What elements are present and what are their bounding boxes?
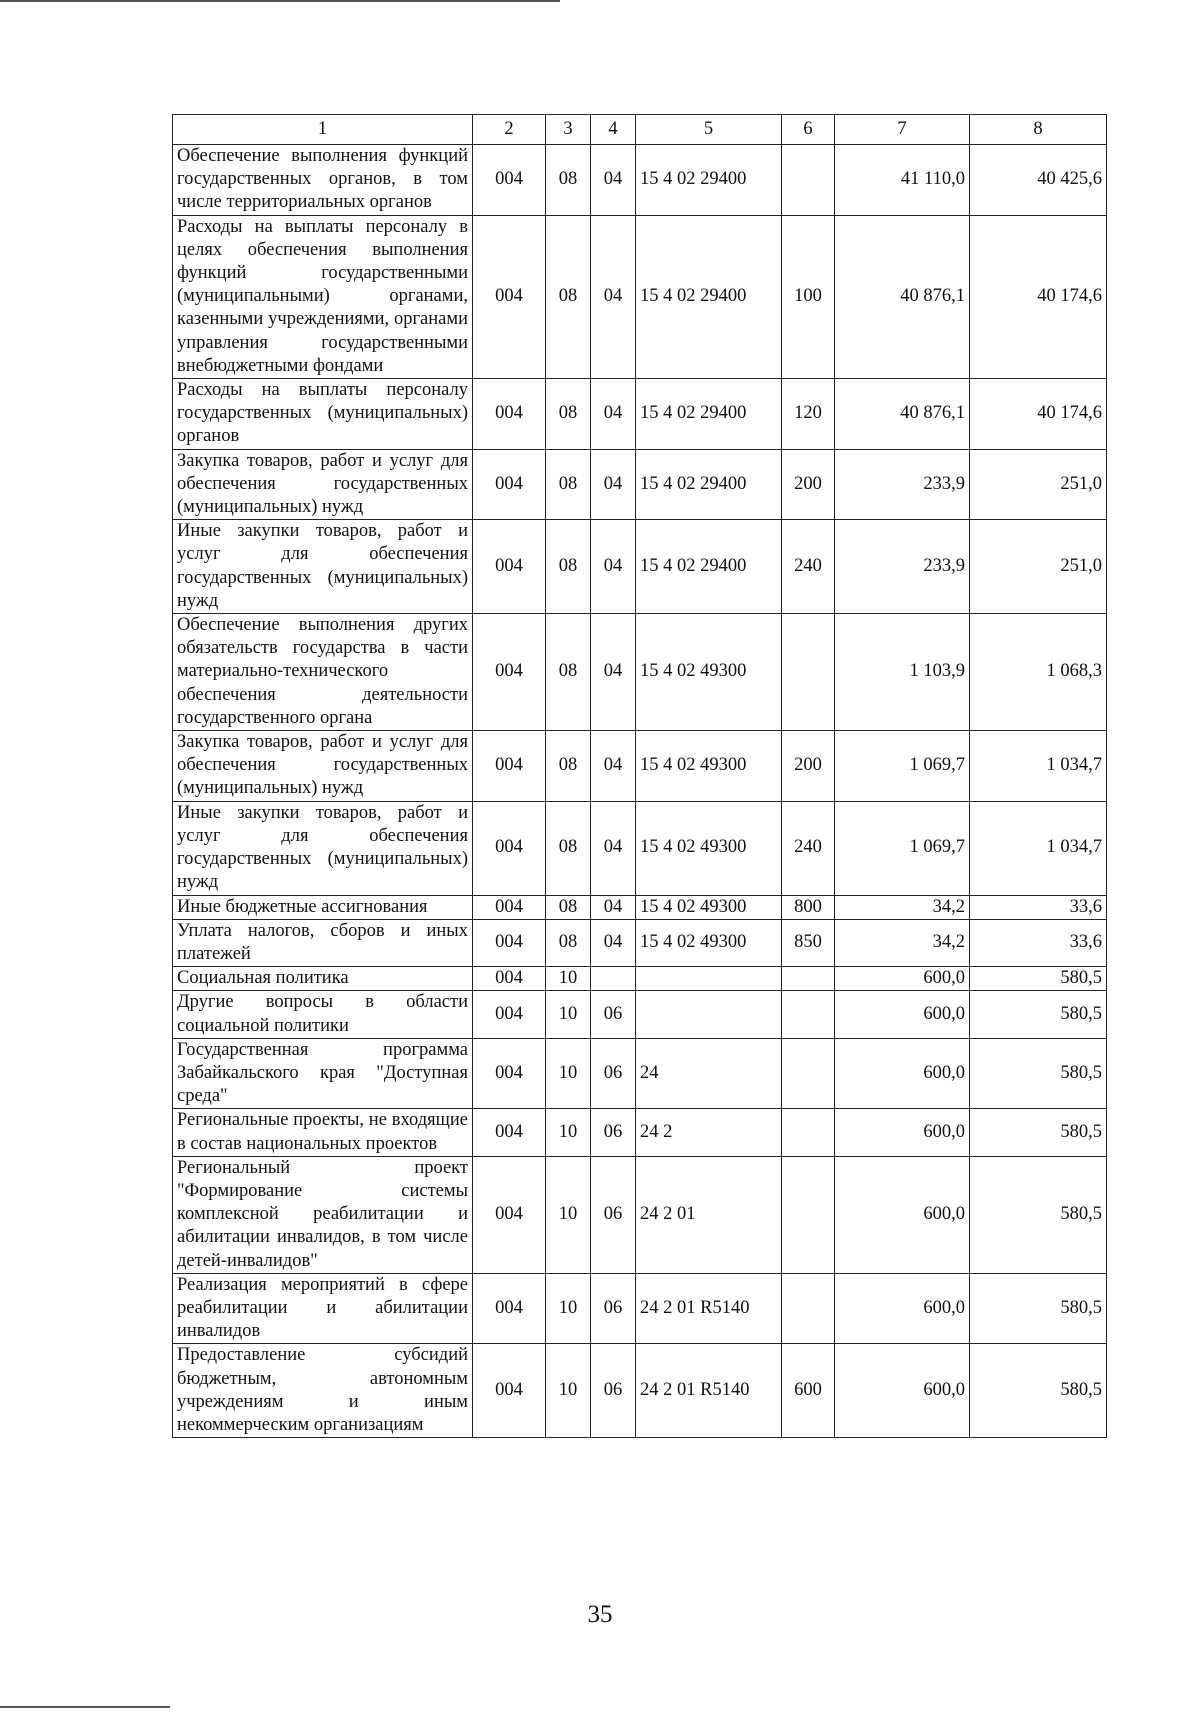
grbs-code-cell: 004 bbox=[473, 1156, 546, 1273]
column-header: 3 bbox=[546, 115, 591, 145]
amount-executed-cell: 580,5 bbox=[970, 1109, 1107, 1156]
column-header: 5 bbox=[636, 115, 782, 145]
section-code-cell: 08 bbox=[546, 919, 591, 966]
amount-approved-cell: 40 876,1 bbox=[835, 379, 970, 450]
expense-type-cell: 800 bbox=[782, 895, 835, 919]
amount-executed-cell: 580,5 bbox=[970, 967, 1107, 991]
amount-approved-cell: 1 069,7 bbox=[835, 801, 970, 895]
grbs-code-cell: 004 bbox=[473, 895, 546, 919]
subsection-code-cell: 06 bbox=[591, 1109, 636, 1156]
target-article-cell: 24 bbox=[636, 1038, 782, 1109]
page-number: 35 bbox=[587, 1601, 613, 1628]
amount-approved-cell: 1 069,7 bbox=[835, 731, 970, 802]
expense-type-cell: 850 bbox=[782, 919, 835, 966]
expense-type-cell bbox=[782, 145, 835, 216]
expense-type-cell bbox=[782, 967, 835, 991]
table-row bbox=[173, 145, 1107, 216]
table-row bbox=[173, 919, 1107, 966]
subsection-code-cell: 04 bbox=[591, 919, 636, 966]
row-name-cell: Закупка товаров, работ и услуг для обеспечения государственных (муниципальных) нужд bbox=[173, 731, 473, 802]
grbs-code-cell: 004 bbox=[473, 449, 546, 520]
target-article-cell: 15 4 02 49300 bbox=[636, 614, 782, 731]
amount-executed-cell: 580,5 bbox=[970, 1344, 1107, 1438]
row-name-cell: Государственная программа Забайкальского края "Доступная среда" bbox=[173, 1038, 473, 1109]
expense-type-cell: 200 bbox=[782, 449, 835, 520]
target-article-cell: 24 2 01 R5140 bbox=[636, 1344, 782, 1438]
row-name-cell: Реализация мероприятий в сфере реабилитации и абилитации инвалидов bbox=[173, 1273, 473, 1344]
table-body bbox=[173, 145, 1107, 1438]
target-article-cell: 15 4 02 49300 bbox=[636, 731, 782, 802]
row-name-cell: Обеспечение выполнения функций государственных органов, в том числе территориальных органов bbox=[173, 145, 473, 216]
expense-type-cell bbox=[782, 1038, 835, 1109]
table-row bbox=[173, 379, 1107, 450]
expense-type-cell: 200 bbox=[782, 731, 835, 802]
row-name-cell: Закупка товаров, работ и услуг для обеспечения государственных (муниципальных) нужд bbox=[173, 449, 473, 520]
grbs-code-cell: 004 bbox=[473, 991, 546, 1038]
table-row bbox=[173, 614, 1107, 731]
section-code-cell: 10 bbox=[546, 1344, 591, 1438]
column-header: 2 bbox=[473, 115, 546, 145]
grbs-code-cell: 004 bbox=[473, 919, 546, 966]
row-name-cell: Уплата налогов, сборов и иных платежей bbox=[173, 919, 473, 966]
section-code-cell: 10 bbox=[546, 1038, 591, 1109]
target-article-cell: 15 4 02 49300 bbox=[636, 895, 782, 919]
grbs-code-cell: 004 bbox=[473, 801, 546, 895]
grbs-code-cell: 004 bbox=[473, 1109, 546, 1156]
amount-executed-cell: 40 174,6 bbox=[970, 379, 1107, 450]
section-code-cell: 10 bbox=[546, 1273, 591, 1344]
amount-executed-cell: 580,5 bbox=[970, 991, 1107, 1038]
expense-type-cell bbox=[782, 991, 835, 1038]
subsection-code-cell: 06 bbox=[591, 1344, 636, 1438]
budget-table bbox=[172, 114, 1107, 1438]
amount-approved-cell: 34,2 bbox=[835, 919, 970, 966]
target-article-cell: 24 2 01 bbox=[636, 1156, 782, 1273]
target-article-cell: 15 4 02 49300 bbox=[636, 919, 782, 966]
section-code-cell: 08 bbox=[546, 215, 591, 378]
grbs-code-cell: 004 bbox=[473, 215, 546, 378]
expense-type-cell: 240 bbox=[782, 520, 835, 614]
amount-executed-cell: 40 174,6 bbox=[970, 215, 1107, 378]
grbs-code-cell: 004 bbox=[473, 520, 546, 614]
section-code-cell: 10 bbox=[546, 967, 591, 991]
column-header: 6 bbox=[782, 115, 835, 145]
subsection-code-cell: 06 bbox=[591, 1156, 636, 1273]
amount-approved-cell: 34,2 bbox=[835, 895, 970, 919]
column-header: 7 bbox=[835, 115, 970, 145]
subsection-code-cell: 06 bbox=[591, 1038, 636, 1109]
table-row bbox=[173, 1273, 1107, 1344]
subsection-code-cell: 04 bbox=[591, 895, 636, 919]
subsection-code-cell: 04 bbox=[591, 731, 636, 802]
subsection-code-cell: 04 bbox=[591, 801, 636, 895]
section-code-cell: 10 bbox=[546, 991, 591, 1038]
section-code-cell: 08 bbox=[546, 379, 591, 450]
subsection-code-cell: 06 bbox=[591, 1273, 636, 1344]
table-header-row bbox=[173, 115, 1107, 145]
target-article-cell: 15 4 02 29400 bbox=[636, 449, 782, 520]
amount-executed-cell: 251,0 bbox=[970, 449, 1107, 520]
row-name-cell: Социальная политика bbox=[173, 967, 473, 991]
scan-edge-top bbox=[0, 0, 560, 2]
amount-executed-cell: 580,5 bbox=[970, 1273, 1107, 1344]
target-article-cell: 15 4 02 49300 bbox=[636, 801, 782, 895]
section-code-cell: 08 bbox=[546, 895, 591, 919]
expense-type-cell bbox=[782, 1109, 835, 1156]
amount-executed-cell: 1 034,7 bbox=[970, 731, 1107, 802]
grbs-code-cell: 004 bbox=[473, 1344, 546, 1438]
amount-executed-cell: 40 425,6 bbox=[970, 145, 1107, 216]
amount-approved-cell: 600,0 bbox=[835, 1156, 970, 1273]
subsection-code-cell: 04 bbox=[591, 449, 636, 520]
expense-type-cell: 100 bbox=[782, 215, 835, 378]
amount-approved-cell: 1 103,9 bbox=[835, 614, 970, 731]
row-name-cell: Региональный проект "Формирование системы комплексной реабилитации и абилитации инвалидов, в том числе детей-инвалидов" bbox=[173, 1156, 473, 1273]
table-row bbox=[173, 895, 1107, 919]
section-code-cell: 10 bbox=[546, 1109, 591, 1156]
amount-approved-cell: 600,0 bbox=[835, 1109, 970, 1156]
table-row bbox=[173, 991, 1107, 1038]
amount-approved-cell: 600,0 bbox=[835, 991, 970, 1038]
table-row bbox=[173, 1344, 1107, 1438]
subsection-code-cell: 04 bbox=[591, 520, 636, 614]
row-name-cell: Обеспечение выполнения других обязательств государства в части материально-технического обеспечения деятельности государственного органа bbox=[173, 614, 473, 731]
table-row bbox=[173, 1038, 1107, 1109]
target-article-cell: 15 4 02 29400 bbox=[636, 215, 782, 378]
table-row bbox=[173, 1156, 1107, 1273]
amount-executed-cell: 33,6 bbox=[970, 895, 1107, 919]
scan-edge-bottom bbox=[0, 1706, 170, 1708]
subsection-code-cell: 04 bbox=[591, 379, 636, 450]
section-code-cell: 08 bbox=[546, 520, 591, 614]
target-article-cell bbox=[636, 967, 782, 991]
table-row bbox=[173, 449, 1107, 520]
amount-executed-cell: 580,5 bbox=[970, 1038, 1107, 1109]
grbs-code-cell: 004 bbox=[473, 379, 546, 450]
section-code-cell: 08 bbox=[546, 145, 591, 216]
amount-approved-cell: 40 876,1 bbox=[835, 215, 970, 378]
subsection-code-cell: 06 bbox=[591, 991, 636, 1038]
subsection-code-cell: 04 bbox=[591, 145, 636, 216]
target-article-cell: 15 4 02 29400 bbox=[636, 145, 782, 216]
amount-executed-cell: 33,6 bbox=[970, 919, 1107, 966]
amount-executed-cell: 580,5 bbox=[970, 1156, 1107, 1273]
table-row bbox=[173, 1109, 1107, 1156]
subsection-code-cell: 04 bbox=[591, 614, 636, 731]
section-code-cell: 08 bbox=[546, 449, 591, 520]
column-header: 8 bbox=[970, 115, 1107, 145]
subsection-code-cell: 04 bbox=[591, 215, 636, 378]
target-article-cell: 24 2 bbox=[636, 1109, 782, 1156]
section-code-cell: 08 bbox=[546, 801, 591, 895]
column-header: 4 bbox=[591, 115, 636, 145]
amount-approved-cell: 600,0 bbox=[835, 1273, 970, 1344]
table-row bbox=[173, 801, 1107, 895]
row-name-cell: Расходы на выплаты персоналу государственных (муниципальных) органов bbox=[173, 379, 473, 450]
amount-approved-cell: 233,9 bbox=[835, 520, 970, 614]
expense-type-cell: 120 bbox=[782, 379, 835, 450]
row-name-cell: Расходы на выплаты персоналу в целях обеспечения выполнения функций государственными (муниципальными) органами, казенными учреждениями, органами управления государственными внебюджетными фондами bbox=[173, 215, 473, 378]
row-name-cell: Предоставление субсидий бюджетным, автономным учреждениям и иным некоммерческим организациям bbox=[173, 1344, 473, 1438]
amount-approved-cell: 233,9 bbox=[835, 449, 970, 520]
table-row bbox=[173, 215, 1107, 378]
expense-type-cell: 600 bbox=[782, 1344, 835, 1438]
table-row bbox=[173, 731, 1107, 802]
row-name-cell: Иные бюджетные ассигнования bbox=[173, 895, 473, 919]
column-header: 1 bbox=[173, 115, 473, 145]
amount-approved-cell: 600,0 bbox=[835, 967, 970, 991]
section-code-cell: 08 bbox=[546, 614, 591, 731]
amount-executed-cell: 1 068,3 bbox=[970, 614, 1107, 731]
grbs-code-cell: 004 bbox=[473, 1273, 546, 1344]
section-code-cell: 08 bbox=[546, 731, 591, 802]
expense-type-cell: 240 bbox=[782, 801, 835, 895]
amount-executed-cell: 251,0 bbox=[970, 520, 1107, 614]
subsection-code-cell bbox=[591, 967, 636, 991]
amount-executed-cell: 1 034,7 bbox=[970, 801, 1107, 895]
grbs-code-cell: 004 bbox=[473, 967, 546, 991]
table-row bbox=[173, 520, 1107, 614]
expense-type-cell bbox=[782, 1156, 835, 1273]
row-name-cell: Другие вопросы в области социальной политики bbox=[173, 991, 473, 1038]
expense-type-cell bbox=[782, 1273, 835, 1344]
row-name-cell: Иные закупки товаров, работ и услуг для обеспечения государственных (муниципальных) нужд bbox=[173, 520, 473, 614]
amount-approved-cell: 600,0 bbox=[835, 1344, 970, 1438]
target-article-cell: 15 4 02 29400 bbox=[636, 379, 782, 450]
target-article-cell: 15 4 02 29400 bbox=[636, 520, 782, 614]
target-article-cell bbox=[636, 991, 782, 1038]
grbs-code-cell: 004 bbox=[473, 145, 546, 216]
row-name-cell: Иные закупки товаров, работ и услуг для обеспечения государственных (муниципальных) нужд bbox=[173, 801, 473, 895]
section-code-cell: 10 bbox=[546, 1156, 591, 1273]
expense-type-cell bbox=[782, 614, 835, 731]
grbs-code-cell: 004 bbox=[473, 731, 546, 802]
row-name-cell: Региональные проекты, не входящие в состав национальных проектов bbox=[173, 1109, 473, 1156]
amount-approved-cell: 600,0 bbox=[835, 1038, 970, 1109]
table-row bbox=[173, 967, 1107, 991]
grbs-code-cell: 004 bbox=[473, 1038, 546, 1109]
amount-approved-cell: 41 110,0 bbox=[835, 145, 970, 216]
target-article-cell: 24 2 01 R5140 bbox=[636, 1273, 782, 1344]
grbs-code-cell: 004 bbox=[473, 614, 546, 731]
